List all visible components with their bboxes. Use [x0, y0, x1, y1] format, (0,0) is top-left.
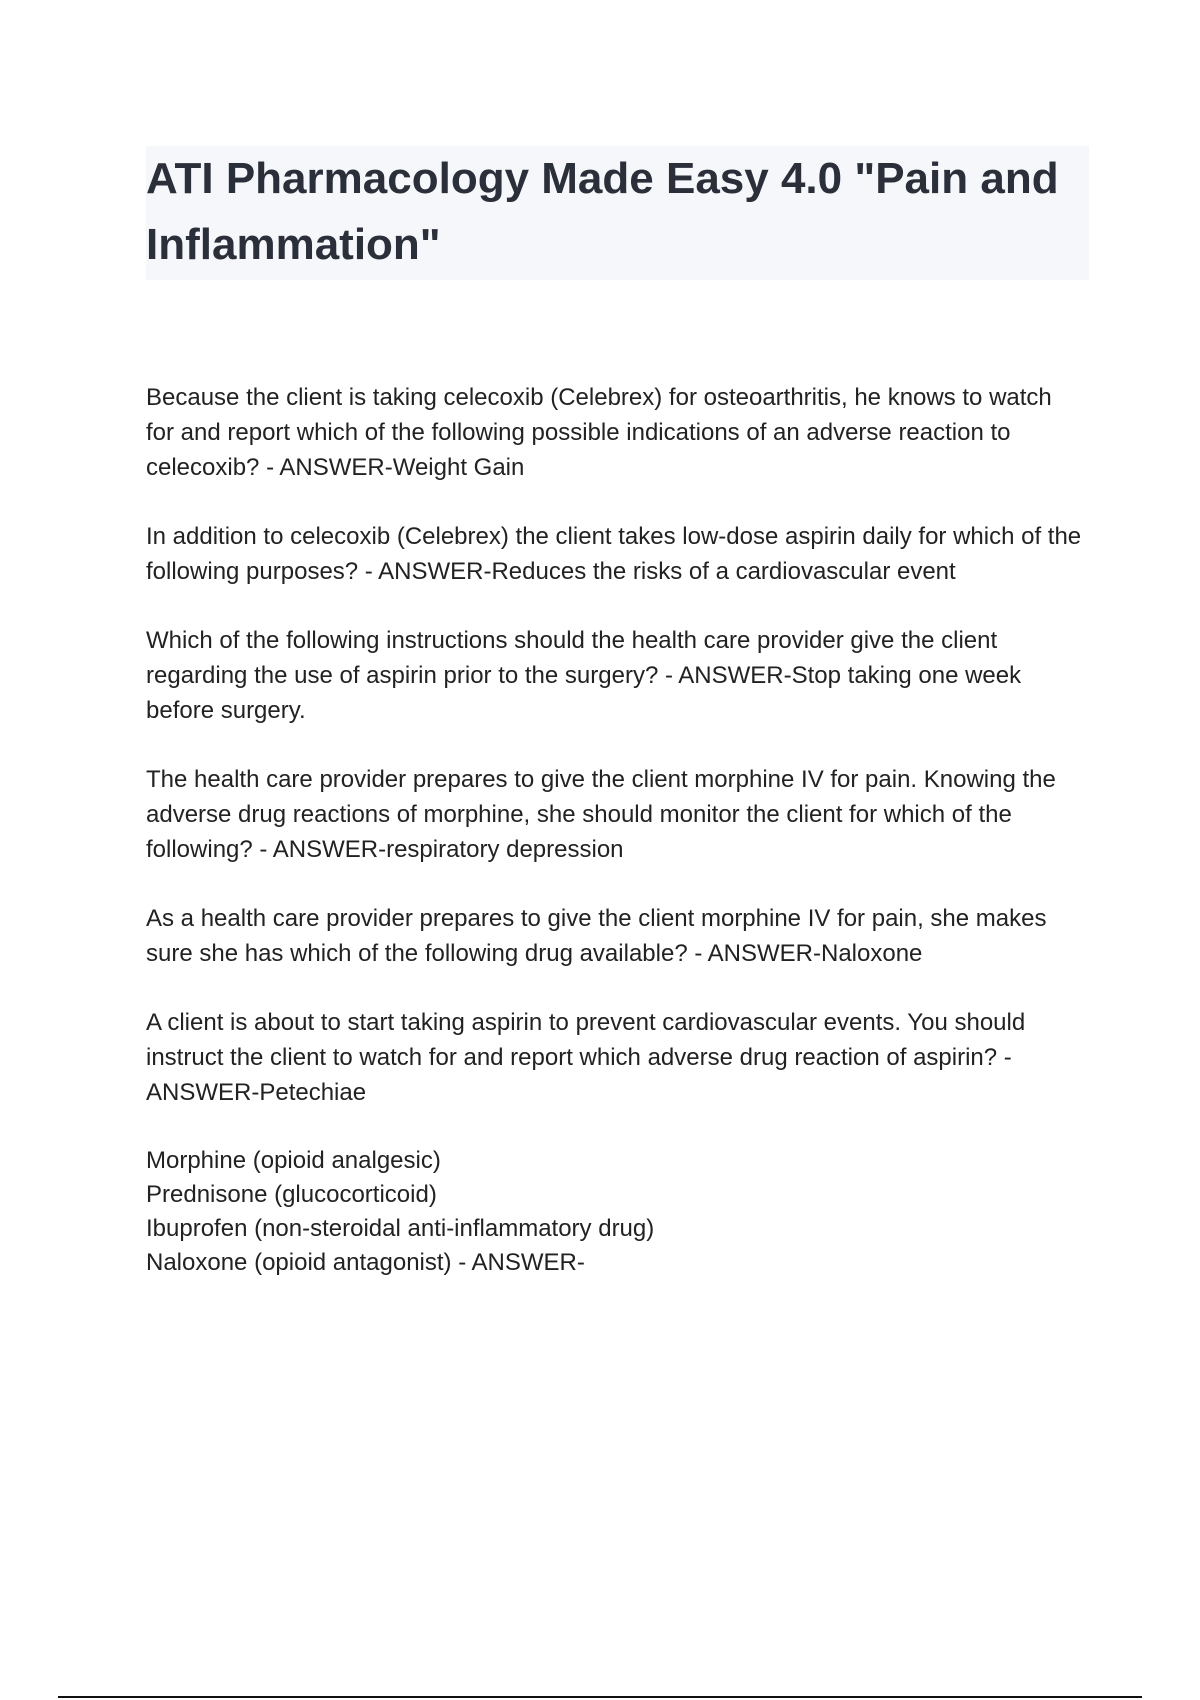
qa-item: Because the client is taking celecoxib (Celebrex) for osteoarthritis, he knows to watch for and report which of the following possible indications of an adverse reaction to celecoxib? - ANSWER-Weight Gain	[146, 384, 1052, 481]
drug-list-item: Prednisone (glucocorticoid)	[146, 1181, 437, 1208]
qa-item: As a health care provider prepares to give the client morphine IV for pain, she makes sure she has which of the following drug available? - ANSWER-Naloxone	[146, 905, 1047, 967]
page-bottom-divider	[58, 1696, 1142, 1698]
document-title: ATI Pharmacology Made Easy 4.0 "Pain and Inflammation"	[146, 154, 1059, 269]
title-block	[146, 146, 1089, 280]
qa-item: A client is about to start taking aspirin to prevent cardiovascular events. You should instruct the client to watch for and report which adverse drug reaction of aspirin? - ANSWER-Petechiae	[146, 1009, 1026, 1106]
qa-item: In addition to celecoxib (Celebrex) the client takes low-dose aspirin daily for which of the following purposes? - ANSWER-Reduces the risks of a cardiovascular event	[146, 523, 1082, 585]
drug-list-item: Ibuprofen (non-steroidal anti-inflammatory drug)	[146, 1215, 655, 1242]
qa-item: Which of the following instructions should the health care provider give the client regarding the use of aspirin prior to the surgery? - ANSWER-Stop taking one week before surgery.	[146, 627, 1022, 724]
drug-list-item: Morphine (opioid analgesic)	[146, 1147, 441, 1174]
drug-list-item: Naloxone (opioid antagonist) - ANSWER-	[146, 1249, 585, 1276]
drug-list	[146, 1144, 1086, 1280]
qa-item: The health care provider prepares to give the client morphine IV for pain. Knowing the adverse drug reactions of morphine, she should monitor the client for which of the following? - ANSWER-respiratory depression	[146, 766, 1056, 863]
document-content	[146, 380, 1086, 1280]
